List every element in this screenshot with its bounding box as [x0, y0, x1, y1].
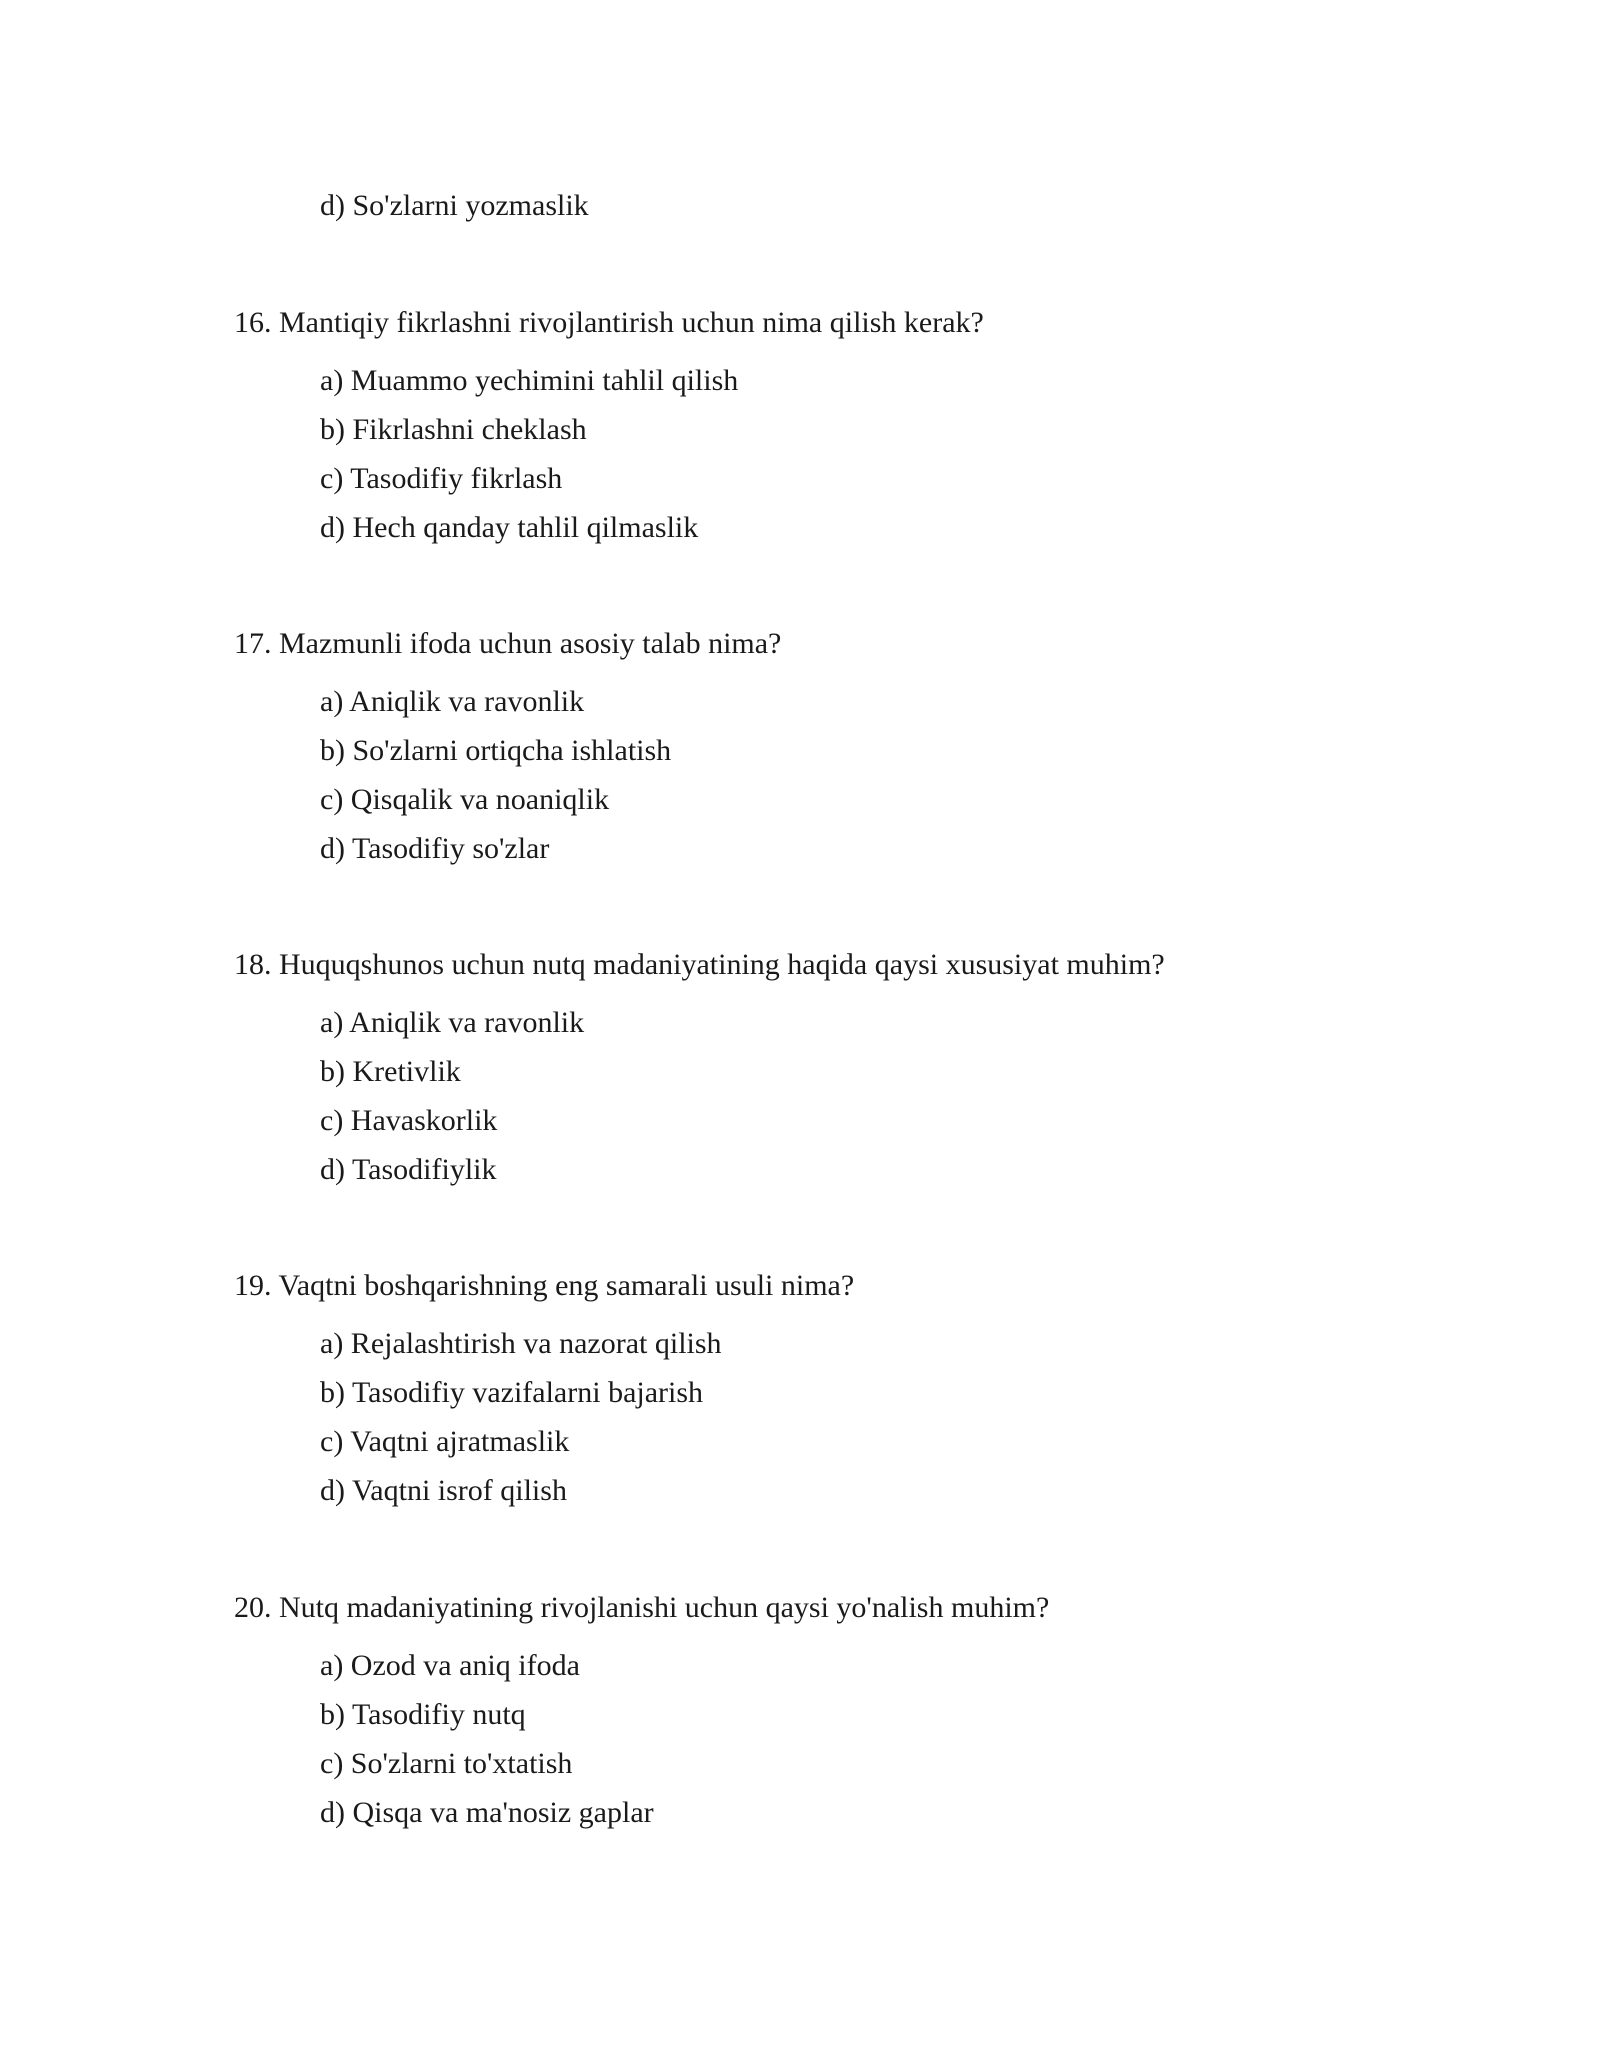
option-15-d: d) So'zlarni yozmaslik	[320, 189, 589, 222]
option-17-a: a) Aniqlik va ravonlik	[320, 685, 585, 718]
question-17: 17. Mazmunli ifoda uchun asosiy talab nima?	[234, 627, 782, 660]
option-18-c: c) Havaskorlik	[320, 1104, 498, 1137]
option-20-c: c) So'zlarni to'xtatish	[320, 1747, 573, 1780]
option-18-a: a) Aniqlik va ravonlik	[320, 1006, 585, 1039]
option-16-a: a) Muammo yechimini tahlil qilish	[320, 364, 739, 397]
option-16-d: d) Hech qanday tahlil qilmaslik	[320, 511, 699, 544]
question-19: 19. Vaqtni boshqarishning eng samarali usuli nima?	[234, 1269, 855, 1302]
option-19-c: c) Vaqtni ajratmaslik	[320, 1425, 570, 1458]
option-20-d: d) Qisqa va ma'nosiz gaplar	[320, 1796, 654, 1829]
option-17-c: c) Qisqalik va noaniqlik	[320, 783, 610, 816]
question-16: 16. Mantiqiy fikrlashni rivojlantirish uchun nima qilish kerak?	[234, 306, 984, 339]
option-18-d: d) Tasodifiylik	[320, 1153, 497, 1186]
option-19-a: a) Rejalashtirish va nazorat qilish	[320, 1327, 722, 1360]
question-18: 18. Huquqshunos uchun nutq madaniyatining haqida qaysi xususiyat muhim?	[234, 948, 1165, 981]
option-19-d: d) Vaqtni isrof qilish	[320, 1474, 567, 1507]
option-16-c: c) Tasodifiy fikrlash	[320, 462, 563, 495]
option-17-d: d) Tasodifiy so'zlar	[320, 832, 550, 865]
option-20-b: b) Tasodifiy nutq	[320, 1698, 526, 1731]
option-17-b: b) So'zlarni ortiqcha ishlatish	[320, 734, 672, 767]
option-19-b: b) Tasodifiy vazifalarni bajarish	[320, 1376, 704, 1409]
option-16-b: b) Fikrlashni cheklash	[320, 413, 587, 446]
option-18-b: b) Kretivlik	[320, 1055, 461, 1088]
option-20-a: a) Ozod va aniq ifoda	[320, 1649, 580, 1682]
question-20: 20. Nutq madaniyatining rivojlanishi uchun qaysi yo'nalish muhim?	[234, 1591, 1050, 1624]
